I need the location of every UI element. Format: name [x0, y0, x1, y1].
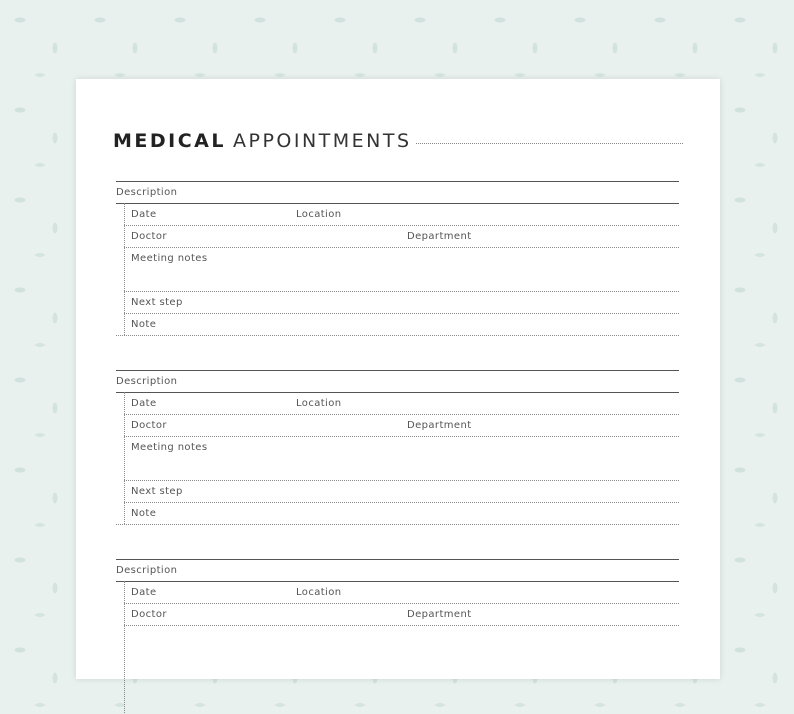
top-rule: [116, 181, 679, 182]
description-label: Description: [116, 187, 178, 198]
description-label: Description: [116, 565, 178, 576]
meeting-notes-rule: [124, 291, 679, 292]
date-label: Date: [131, 209, 157, 220]
department-label: Department: [407, 609, 472, 620]
note-label: Note: [131, 319, 157, 330]
date-rule: [124, 603, 679, 604]
location-label: Location: [296, 587, 342, 598]
meeting-notes-rule: [124, 480, 679, 481]
title-bold-word: MEDICAL: [113, 130, 226, 152]
appointment-entry-3: [116, 559, 679, 714]
doctor-rule: [124, 625, 679, 626]
entry-margin-line: [124, 581, 125, 713]
appointment-entry-2: [116, 370, 679, 525]
description-rule: [116, 581, 679, 582]
doctor-label: Doctor: [131, 609, 167, 620]
next-step-label: Next step: [131, 486, 183, 497]
location-label: Location: [296, 398, 342, 409]
entry-margin-line: [124, 392, 125, 524]
description-rule: [116, 203, 679, 204]
meeting-notes-label: Meeting notes: [131, 253, 208, 264]
department-label: Department: [407, 420, 472, 431]
note-label: Note: [131, 508, 157, 519]
entry-margin-line: [124, 203, 125, 335]
department-label: Department: [407, 231, 472, 242]
meeting-notes-label: Meeting notes: [131, 442, 208, 453]
date-rule: [124, 225, 679, 226]
page-title: [113, 129, 683, 153]
doctor-label: Doctor: [131, 420, 167, 431]
doctor-label: Doctor: [131, 231, 167, 242]
location-label: Location: [296, 209, 342, 220]
next-step-label: Next step: [131, 297, 183, 308]
note-rule: [116, 335, 679, 336]
next-step-rule: [124, 502, 679, 503]
top-rule: [116, 370, 679, 371]
date-label: Date: [131, 587, 157, 598]
next-step-rule: [124, 313, 679, 314]
planner-page: [76, 79, 720, 679]
doctor-rule: [124, 436, 679, 437]
date-label: Date: [131, 398, 157, 409]
note-rule: [116, 524, 679, 525]
description-rule: [116, 392, 679, 393]
title-light-word: APPOINTMENTS: [232, 130, 412, 152]
date-rule: [124, 414, 679, 415]
top-rule: [116, 559, 679, 560]
title-dotted-rule: [416, 143, 683, 144]
doctor-rule: [124, 247, 679, 248]
appointment-entry-1: [116, 181, 679, 336]
description-label: Description: [116, 376, 178, 387]
